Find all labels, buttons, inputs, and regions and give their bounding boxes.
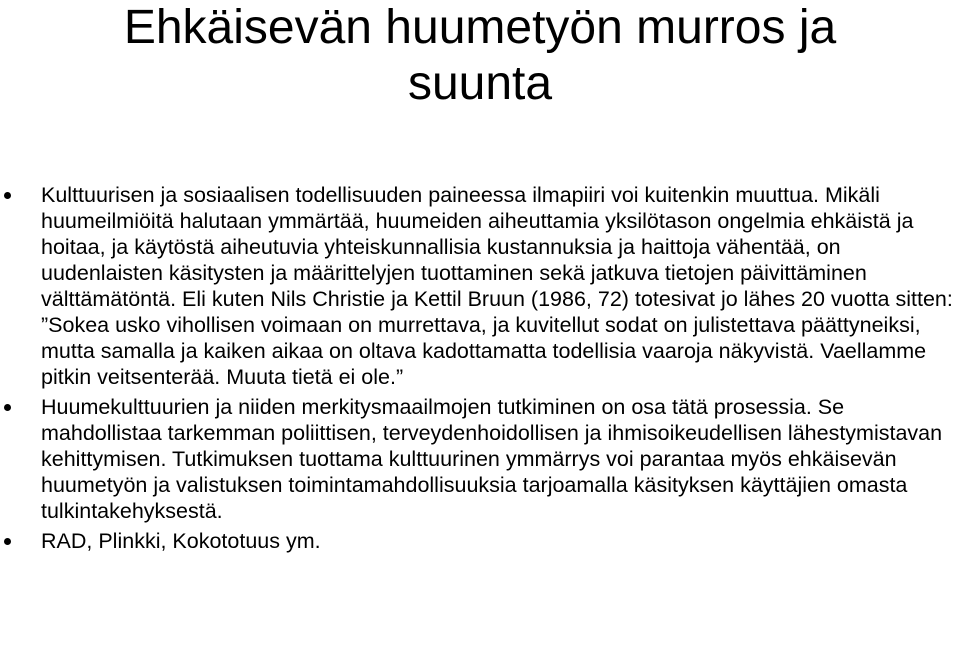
slide-title-line-1: Ehkäisevän huumetyön murros ja: [123, 1, 837, 54]
bullet-dot-icon: [4, 192, 11, 199]
bullet-text: Huumekulttuurien ja niiden merkitysmaailmojen tutkiminen on osa tätä prosessia. Se mahdollistaa tarkemman poliittisen, terveydenhoidollisen ja ihmisoikeudellisen lähestymistavan kehittymisen. Tutkimuksen tuottama kulttuurinen ymmärrys voi parantaa myös ehkäisevän huumetyön ja valistuksen toimintamahdollisuuksia tarjoamalla käsityksen käyttäjien omasta tulkintakehyksestä.: [41, 395, 943, 523]
bullet-dot-icon: [4, 538, 11, 545]
bullet-list: [0, 182, 960, 554]
bullet-item-2: [0, 394, 960, 524]
slide-title: [0, 0, 960, 112]
bullet-text: Kulttuurisen ja sosiaalisen todellisuuden paineessa ilmapiiri voi kuitenkin muuttua. Mikäli huumeilmiöitä halutaan ymmärtää, huumeiden aiheuttamia yksilötason ongelmia ehkäistä ja hoitaa, ja käytöstä aiheutuvia yhteiskunnallisia kustannuksia ja haittoja vähentää, on uudenlaisten käsitysten ja määrittelyjen tuottaminen sekä jatkuva tietojen päivittäminen välttämätöntä. Eli kuten Nils Christie ja Kettil Bruun (1986, 72) totesivat jo lähes 20 vuotta sitten: ”Sokea usko vihollisen voimaan on murrettava, ja kuvitellut sodat on julistettava päättyneiksi, mutta samalla ja kaiken aikaa on oltava kadottamatta todellisia vaaroja näkyvistä. Vaellamme pitkin veitsenterää. Muuta tietä ei ole.”: [41, 183, 953, 389]
bullet-text: RAD, Plinkki, Kokototuus ym.: [41, 529, 321, 553]
bullet-dot-icon: [4, 404, 11, 411]
bullet-item-3: [0, 528, 960, 554]
slide-title-line-2: suunta: [407, 57, 553, 110]
bullet-item-1: [0, 182, 960, 390]
